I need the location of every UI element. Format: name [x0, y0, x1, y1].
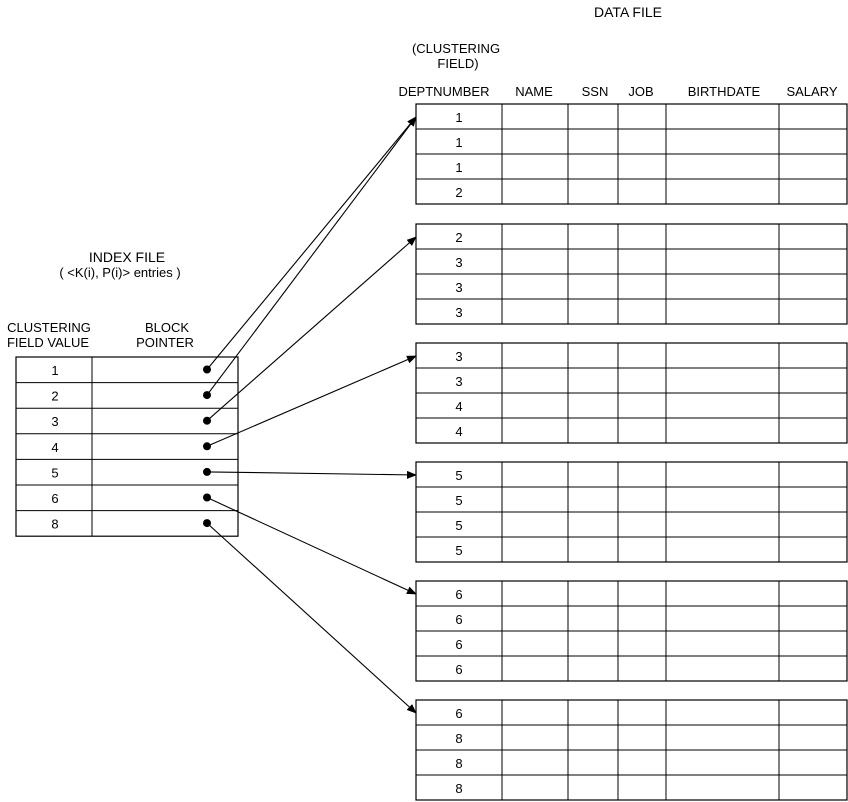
index-key: 6 [51, 491, 59, 506]
data-file-title: DATA FILE [594, 4, 662, 20]
column-header-name: NAME [515, 84, 553, 99]
index-key: 5 [51, 465, 59, 481]
index-col2-header-line1: BLOCK [144, 320, 190, 335]
data-record-deptnumber: 1 [455, 135, 463, 150]
data-record-deptnumber: 8 [455, 781, 463, 796]
index-col1-header-line1: CLUSTERING [7, 320, 91, 335]
data-record-deptnumber: 8 [455, 756, 463, 771]
data-record-deptnumber: 3 [455, 374, 463, 389]
data-record-deptnumber: 1 [455, 160, 463, 175]
data-record-deptnumber: 5 [455, 543, 463, 558]
index-key: 3 [51, 414, 59, 430]
data-record-deptnumber: 3 [455, 305, 463, 320]
data-block [416, 462, 847, 562]
data-block [416, 700, 847, 800]
data-record-deptnumber: 3 [455, 255, 463, 270]
block-pointer-arrow [207, 523, 416, 713]
block-pointer-arrow [207, 117, 416, 395]
block-pointer-arrow [207, 498, 416, 595]
data-record-deptnumber: 3 [455, 280, 463, 295]
index-file-title: INDEX FILE [88, 249, 166, 265]
index-file-table [16, 357, 238, 536]
column-header-salary: SALARY [786, 84, 838, 99]
data-block [416, 581, 847, 681]
data-record-deptnumber: 6 [455, 706, 463, 721]
index-key: 2 [51, 388, 59, 404]
clustering-note-line2: FIELD) [437, 56, 479, 71]
data-block [416, 343, 847, 443]
index-key: 4 [51, 439, 59, 455]
column-header-ssn: SSN [581, 84, 609, 99]
data-block [416, 104, 847, 204]
data-record-deptnumber: 4 [455, 399, 463, 414]
block-pointer-arrow [207, 117, 416, 370]
data-record-deptnumber: 5 [455, 468, 463, 483]
data-record-deptnumber: 1 [455, 110, 463, 125]
column-header-job: JOB [628, 84, 654, 99]
data-record-deptnumber: 4 [455, 424, 463, 439]
data-block [416, 224, 847, 324]
data-record-deptnumber: 2 [455, 230, 463, 245]
index-file-subtitle: ( <K(i), P(i)> entries ) [59, 265, 181, 280]
index-key: 1 [51, 363, 59, 378]
data-record-deptnumber: 6 [455, 612, 463, 627]
data-record-deptnumber: 6 [455, 587, 463, 602]
index-col1-header-line2: FIELD VALUE [6, 335, 90, 350]
data-record-deptnumber: 5 [455, 493, 463, 508]
column-header-deptnumber: DEPTNUMBER [398, 84, 490, 99]
data-record-deptnumber: 5 [455, 518, 463, 533]
column-header-birthdate: BIRTHDATE [687, 84, 761, 99]
index-col2-header-line2: POINTER [136, 335, 194, 350]
data-record-deptnumber: 6 [455, 662, 463, 677]
data-file-blocks [416, 104, 847, 800]
clustering-note-line1: (CLUSTERING [411, 41, 501, 56]
data-record-deptnumber: 3 [455, 349, 463, 364]
data-record-deptnumber: 2 [455, 185, 463, 200]
block-pointer-arrow [207, 237, 416, 421]
data-record-deptnumber: 6 [455, 637, 463, 652]
data-record-deptnumber: 8 [455, 731, 463, 746]
index-key: 8 [51, 516, 59, 532]
